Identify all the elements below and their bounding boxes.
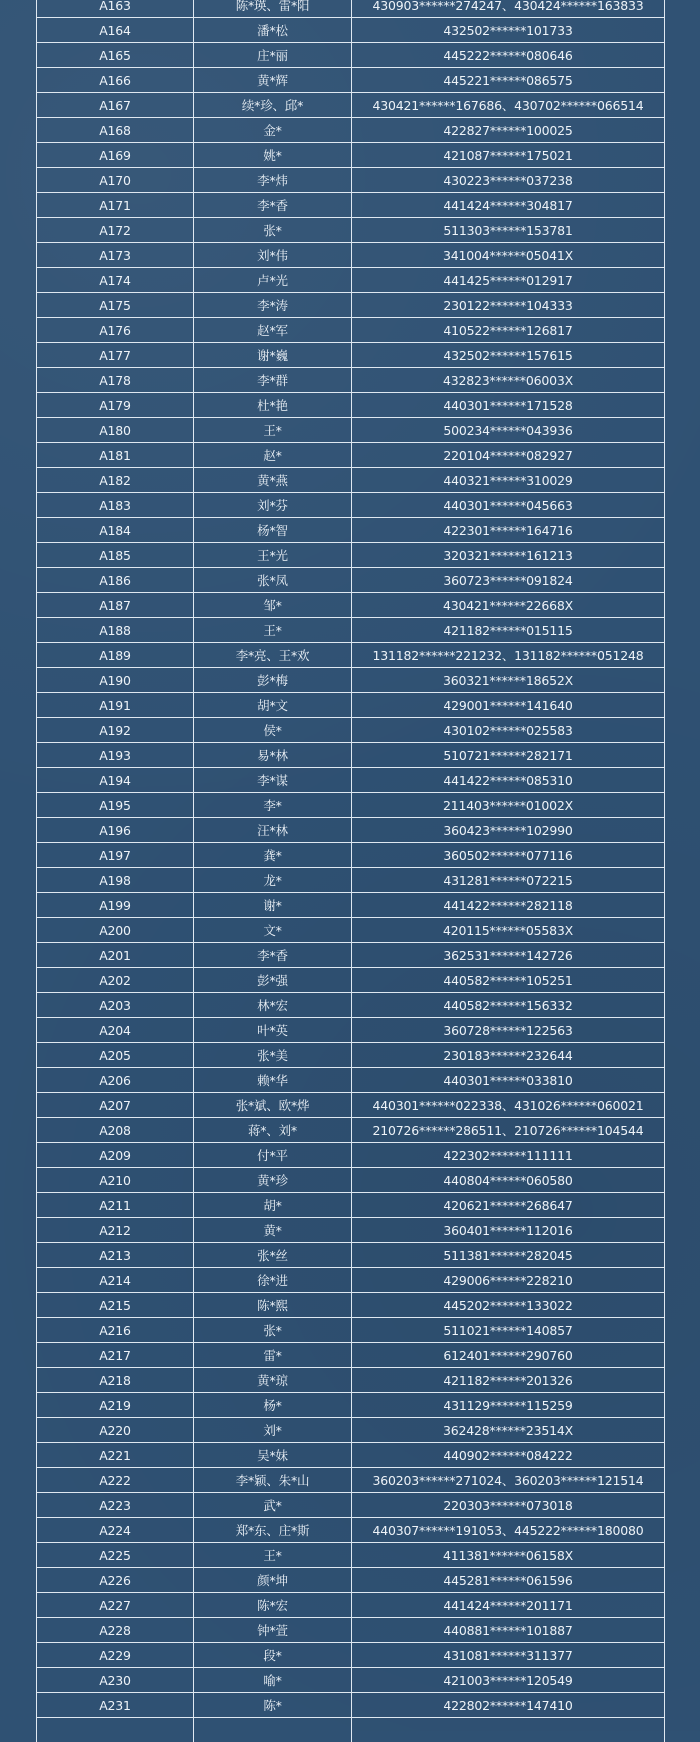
serial-number-cell: A193 [37, 743, 194, 768]
table-row [37, 743, 665, 768]
id-number-cell: 440301******033810 [352, 1068, 665, 1093]
id-number-cell: 220303******073018 [352, 1493, 665, 1518]
table-row [37, 1043, 665, 1068]
serial-number-cell: A180 [37, 418, 194, 443]
id-number-cell: 431281******072215 [352, 868, 665, 893]
name-cell: 李*颖、朱*山 [194, 1468, 352, 1493]
serial-number-cell: A186 [37, 568, 194, 593]
name-cell: 邹* [194, 593, 352, 618]
serial-number-cell: A207 [37, 1093, 194, 1118]
name-cell: 陈* [194, 1693, 352, 1718]
name-cell: 胡*文 [194, 693, 352, 718]
serial-number-cell: A204 [37, 1018, 194, 1043]
name-cell: 张*美 [194, 1043, 352, 1068]
name-cell: 黄* [194, 1218, 352, 1243]
table-row [37, 343, 665, 368]
id-number-cell: 131182******221232、131182******051248 [352, 643, 665, 668]
id-number-cell: 440881******101887 [352, 1618, 665, 1643]
table-row [37, 793, 665, 818]
table-row [37, 1193, 665, 1218]
serial-number-cell: A223 [37, 1493, 194, 1518]
serial-number-cell: A172 [37, 218, 194, 243]
name-cell: 王* [194, 618, 352, 643]
serial-number-cell: A187 [37, 593, 194, 618]
serial-number-cell: A173 [37, 243, 194, 268]
table-row [37, 643, 665, 668]
table-row-partial [37, 1718, 665, 1742]
serial-number-cell: A165 [37, 43, 194, 68]
id-number-cell: 440582******156332 [352, 993, 665, 1018]
registry-table [36, 0, 665, 1742]
table-row [37, 368, 665, 393]
id-number-cell: 210726******286511、210726******104544 [352, 1118, 665, 1143]
name-cell: 李*炜 [194, 168, 352, 193]
id-number-cell: 422802******147410 [352, 1693, 665, 1718]
table-row [37, 218, 665, 243]
id-number-cell: 421087******175021 [352, 143, 665, 168]
table-row [37, 1418, 665, 1443]
serial-number-cell: A203 [37, 993, 194, 1018]
table-row [37, 1343, 665, 1368]
table-row [37, 1268, 665, 1293]
table-row [37, 468, 665, 493]
serial-number-cell: A171 [37, 193, 194, 218]
serial-number-cell: A185 [37, 543, 194, 568]
id-number-cell: 320321******161213 [352, 543, 665, 568]
id-number-cell: 422301******164716 [352, 518, 665, 543]
id-number-cell: 440902******084222 [352, 1443, 665, 1468]
name-cell: 陈*宏 [194, 1593, 352, 1618]
id-number-cell: 211403******01002X [352, 793, 665, 818]
serial-number-cell: A211 [37, 1193, 194, 1218]
id-number-cell: 430421******22668X [352, 593, 665, 618]
id-number-cell: 500234******043936 [352, 418, 665, 443]
table-row [37, 1618, 665, 1643]
serial-number-cell: A230 [37, 1668, 194, 1693]
table-row [37, 818, 665, 843]
table-row [37, 1168, 665, 1193]
serial-number-cell: A216 [37, 1318, 194, 1343]
serial-number-cell: A168 [37, 118, 194, 143]
name-cell: 文* [194, 918, 352, 943]
id-number-cell: 420621******268647 [352, 1193, 665, 1218]
name-cell: 黄*燕 [194, 468, 352, 493]
serial-number-cell: A219 [37, 1393, 194, 1418]
serial-number-cell: A179 [37, 393, 194, 418]
name-cell: 张*斌、欧*烨 [194, 1093, 352, 1118]
name-cell: 潘*松 [194, 18, 352, 43]
serial-number-cell: A174 [37, 268, 194, 293]
table-row [37, 1693, 665, 1718]
table-row [37, 593, 665, 618]
name-cell: 喻* [194, 1668, 352, 1693]
id-number-cell: 440301******171528 [352, 393, 665, 418]
name-cell: 王*光 [194, 543, 352, 568]
table-row [37, 1118, 665, 1143]
serial-number-cell: A205 [37, 1043, 194, 1068]
table-row [37, 393, 665, 418]
id-number-cell: 362428******23514X [352, 1418, 665, 1443]
table-row [37, 1318, 665, 1343]
table-row [37, 968, 665, 993]
id-number-cell: 430421******167686、430702******066514 [352, 93, 665, 118]
id-number-cell: 429006******228210 [352, 1268, 665, 1293]
serial-number-cell: A226 [37, 1568, 194, 1593]
name-cell: 王* [194, 418, 352, 443]
table-row [37, 568, 665, 593]
id-number-cell: 230183******232644 [352, 1043, 665, 1068]
serial-number-cell: A221 [37, 1443, 194, 1468]
name-cell: 张* [194, 218, 352, 243]
serial-number-cell: A229 [37, 1643, 194, 1668]
serial-number-cell: A215 [37, 1293, 194, 1318]
serial-number-cell: A190 [37, 668, 194, 693]
table-row [37, 93, 665, 118]
name-cell: 杨* [194, 1393, 352, 1418]
serial-number-cell: A195 [37, 793, 194, 818]
table-body [37, 0, 665, 1742]
serial-number-cell: A210 [37, 1168, 194, 1193]
table-row [37, 1068, 665, 1093]
table-row [37, 993, 665, 1018]
table-row [37, 1093, 665, 1118]
table-row [37, 1293, 665, 1318]
table-row [37, 68, 665, 93]
serial-number-cell: A231 [37, 1693, 194, 1718]
serial-number-cell: A191 [37, 693, 194, 718]
name-cell: 姚* [194, 143, 352, 168]
table-row [37, 293, 665, 318]
name-cell: 黄*珍 [194, 1168, 352, 1193]
name-cell: 易*林 [194, 743, 352, 768]
id-number-cell: 432502******101733 [352, 18, 665, 43]
id-number-cell: 230122******104333 [352, 293, 665, 318]
serial-number-cell: A169 [37, 143, 194, 168]
name-cell: 胡* [194, 1193, 352, 1218]
serial-number-cell: A197 [37, 843, 194, 868]
id-number-cell: 220104******082927 [352, 443, 665, 468]
table-row [37, 1568, 665, 1593]
name-cell: 彭*梅 [194, 668, 352, 693]
id-number-cell: 360723******091824 [352, 568, 665, 593]
name-cell: 赖*华 [194, 1068, 352, 1093]
table-row [37, 193, 665, 218]
id-number-cell: 510721******282171 [352, 743, 665, 768]
id-number-cell: 440582******105251 [352, 968, 665, 993]
name-cell: 龚* [194, 843, 352, 868]
serial-number-cell: A202 [37, 968, 194, 993]
table-row [37, 1668, 665, 1693]
id-number-cell: 429001******141640 [352, 693, 665, 718]
id-number-cell: 411381******06158X [352, 1543, 665, 1568]
name-cell: 颜*坤 [194, 1568, 352, 1593]
id-number-cell: 445281******061596 [352, 1568, 665, 1593]
id-number-cell: 422302******111111 [352, 1143, 665, 1168]
table-row [37, 318, 665, 343]
id-number-cell: 441424******201171 [352, 1593, 665, 1618]
id-number-cell: 430903******274247、430424******163833 [352, 0, 665, 18]
id-number-cell: 440804******060580 [352, 1168, 665, 1193]
id-number-cell: 445202******133022 [352, 1293, 665, 1318]
table-row [37, 418, 665, 443]
table-row [37, 0, 665, 18]
name-cell: 叶*英 [194, 1018, 352, 1043]
serial-number-cell: A220 [37, 1418, 194, 1443]
id-number-cell: 445222******080646 [352, 43, 665, 68]
serial-number-cell: A196 [37, 818, 194, 843]
id-number-cell: 410522******126817 [352, 318, 665, 343]
id-number-cell: 441422******282118 [352, 893, 665, 918]
name-cell: 钟*萱 [194, 1618, 352, 1643]
id-number-cell: 421003******120549 [352, 1668, 665, 1693]
id-number-cell: 511021******140857 [352, 1318, 665, 1343]
serial-number-cell: A189 [37, 643, 194, 668]
serial-number-cell: A209 [37, 1143, 194, 1168]
name-cell: 付*平 [194, 1143, 352, 1168]
id-number-cell: 430102******025583 [352, 718, 665, 743]
table-row [37, 1443, 665, 1468]
name-cell: 赵*军 [194, 318, 352, 343]
name-cell: 彭*强 [194, 968, 352, 993]
serial-number-cell: A225 [37, 1543, 194, 1568]
id-number-cell: 432502******157615 [352, 343, 665, 368]
name-cell: 汪*林 [194, 818, 352, 843]
table-row [37, 1018, 665, 1043]
empty-cell [352, 1718, 665, 1742]
name-cell: 刘*伟 [194, 243, 352, 268]
name-cell: 刘*芬 [194, 493, 352, 518]
serial-number-cell: A213 [37, 1243, 194, 1268]
name-cell: 赵* [194, 443, 352, 468]
serial-number-cell: A184 [37, 518, 194, 543]
name-cell: 林*宏 [194, 993, 352, 1018]
id-number-cell: 511303******153781 [352, 218, 665, 243]
serial-number-cell: A163 [37, 0, 194, 18]
name-cell: 陈*瑛、雷*阳 [194, 0, 352, 18]
serial-number-cell: A222 [37, 1468, 194, 1493]
id-number-cell: 421182******201326 [352, 1368, 665, 1393]
name-cell: 段* [194, 1643, 352, 1668]
id-number-cell: 441424******304817 [352, 193, 665, 218]
name-cell: 徐*进 [194, 1268, 352, 1293]
table-row [37, 1243, 665, 1268]
serial-number-cell: A214 [37, 1268, 194, 1293]
table-row [37, 868, 665, 893]
id-number-cell: 360728******122563 [352, 1018, 665, 1043]
table-row [37, 168, 665, 193]
name-cell: 庄*丽 [194, 43, 352, 68]
table-row [37, 243, 665, 268]
empty-cell [194, 1718, 352, 1742]
id-number-cell: 441425******012917 [352, 268, 665, 293]
id-number-cell: 422827******100025 [352, 118, 665, 143]
table-row [37, 1218, 665, 1243]
id-number-cell: 421182******015115 [352, 618, 665, 643]
empty-cell [37, 1718, 194, 1742]
name-cell: 侯* [194, 718, 352, 743]
name-cell: 张* [194, 1318, 352, 1343]
serial-number-cell: A167 [37, 93, 194, 118]
table-row [37, 543, 665, 568]
serial-number-cell: A188 [37, 618, 194, 643]
table-row [37, 1468, 665, 1493]
serial-number-cell: A177 [37, 343, 194, 368]
id-number-cell: 441422******085310 [352, 768, 665, 793]
table-row [37, 143, 665, 168]
serial-number-cell: A166 [37, 68, 194, 93]
serial-number-cell: A224 [37, 1518, 194, 1543]
id-number-cell: 420115******05583X [352, 918, 665, 943]
serial-number-cell: A183 [37, 493, 194, 518]
name-cell: 李*涛 [194, 293, 352, 318]
serial-number-cell: A176 [37, 318, 194, 343]
table-row [37, 1493, 665, 1518]
serial-number-cell: A217 [37, 1343, 194, 1368]
name-cell: 李*亮、王*欢 [194, 643, 352, 668]
table-row [37, 768, 665, 793]
name-cell: 杜*艳 [194, 393, 352, 418]
id-number-cell: 430223******037238 [352, 168, 665, 193]
serial-number-cell: A201 [37, 943, 194, 968]
name-cell: 杨*智 [194, 518, 352, 543]
name-cell: 雷* [194, 1343, 352, 1368]
id-number-cell: 511381******282045 [352, 1243, 665, 1268]
serial-number-cell: A206 [37, 1068, 194, 1093]
serial-number-cell: A200 [37, 918, 194, 943]
name-cell: 李*谋 [194, 768, 352, 793]
serial-number-cell: A208 [37, 1118, 194, 1143]
id-number-cell: 440321******310029 [352, 468, 665, 493]
id-number-cell: 445221******086575 [352, 68, 665, 93]
id-number-cell: 362531******142726 [352, 943, 665, 968]
id-number-cell: 440301******022338、431026******060021 [352, 1093, 665, 1118]
serial-number-cell: A227 [37, 1593, 194, 1618]
serial-number-cell: A182 [37, 468, 194, 493]
name-cell: 郑*东、庄*斯 [194, 1518, 352, 1543]
name-cell: 刘* [194, 1418, 352, 1443]
name-cell: 张*凤 [194, 568, 352, 593]
name-cell: 谢* [194, 893, 352, 918]
table-row [37, 718, 665, 743]
table-row [37, 693, 665, 718]
id-number-cell: 440307******191053、445222******180080 [352, 1518, 665, 1543]
serial-number-cell: A198 [37, 868, 194, 893]
serial-number-cell: A175 [37, 293, 194, 318]
id-number-cell: 341004******05041X [352, 243, 665, 268]
id-number-cell: 360502******077116 [352, 843, 665, 868]
table-row [37, 18, 665, 43]
name-cell: 谢*巍 [194, 343, 352, 368]
name-cell: 卢*光 [194, 268, 352, 293]
name-cell: 武* [194, 1493, 352, 1518]
serial-number-cell: A192 [37, 718, 194, 743]
id-number-cell: 360401******112016 [352, 1218, 665, 1243]
table-row [37, 493, 665, 518]
name-cell: 黄*辉 [194, 68, 352, 93]
table-row [37, 1143, 665, 1168]
table-row [37, 918, 665, 943]
serial-number-cell: A218 [37, 1368, 194, 1393]
table-row [37, 443, 665, 468]
table-row [37, 668, 665, 693]
name-cell: 李*香 [194, 193, 352, 218]
table-row [37, 843, 665, 868]
table-row [37, 1368, 665, 1393]
table-row [37, 518, 665, 543]
table-row [37, 1393, 665, 1418]
name-cell: 金* [194, 118, 352, 143]
serial-number-cell: A228 [37, 1618, 194, 1643]
table-row [37, 1543, 665, 1568]
id-number-cell: 440301******045663 [352, 493, 665, 518]
name-cell: 陈*熙 [194, 1293, 352, 1318]
table-row [37, 1593, 665, 1618]
name-cell: 吴*妹 [194, 1443, 352, 1468]
table-row [37, 118, 665, 143]
serial-number-cell: A199 [37, 893, 194, 918]
serial-number-cell: A212 [37, 1218, 194, 1243]
name-cell: 李* [194, 793, 352, 818]
name-cell: 李*群 [194, 368, 352, 393]
table-row [37, 43, 665, 68]
name-cell: 王* [194, 1543, 352, 1568]
serial-number-cell: A178 [37, 368, 194, 393]
name-cell: 李*香 [194, 943, 352, 968]
id-number-cell: 360203******271024、360203******121514 [352, 1468, 665, 1493]
name-cell: 蒋*、刘* [194, 1118, 352, 1143]
serial-number-cell: A181 [37, 443, 194, 468]
table-row [37, 943, 665, 968]
name-cell: 续*珍、邱* [194, 93, 352, 118]
table-row [37, 618, 665, 643]
id-number-cell: 432823******06003X [352, 368, 665, 393]
id-number-cell: 360423******102990 [352, 818, 665, 843]
name-cell: 龙* [194, 868, 352, 893]
table-row [37, 893, 665, 918]
name-cell: 张*丝 [194, 1243, 352, 1268]
table-row [37, 1518, 665, 1543]
id-number-cell: 431081******311377 [352, 1643, 665, 1668]
id-number-cell: 360321******18652X [352, 668, 665, 693]
table-row [37, 268, 665, 293]
serial-number-cell: A170 [37, 168, 194, 193]
id-number-cell: 612401******290760 [352, 1343, 665, 1368]
name-cell: 黄*琼 [194, 1368, 352, 1393]
table-row [37, 1643, 665, 1668]
serial-number-cell: A164 [37, 18, 194, 43]
id-number-cell: 431129******115259 [352, 1393, 665, 1418]
serial-number-cell: A194 [37, 768, 194, 793]
